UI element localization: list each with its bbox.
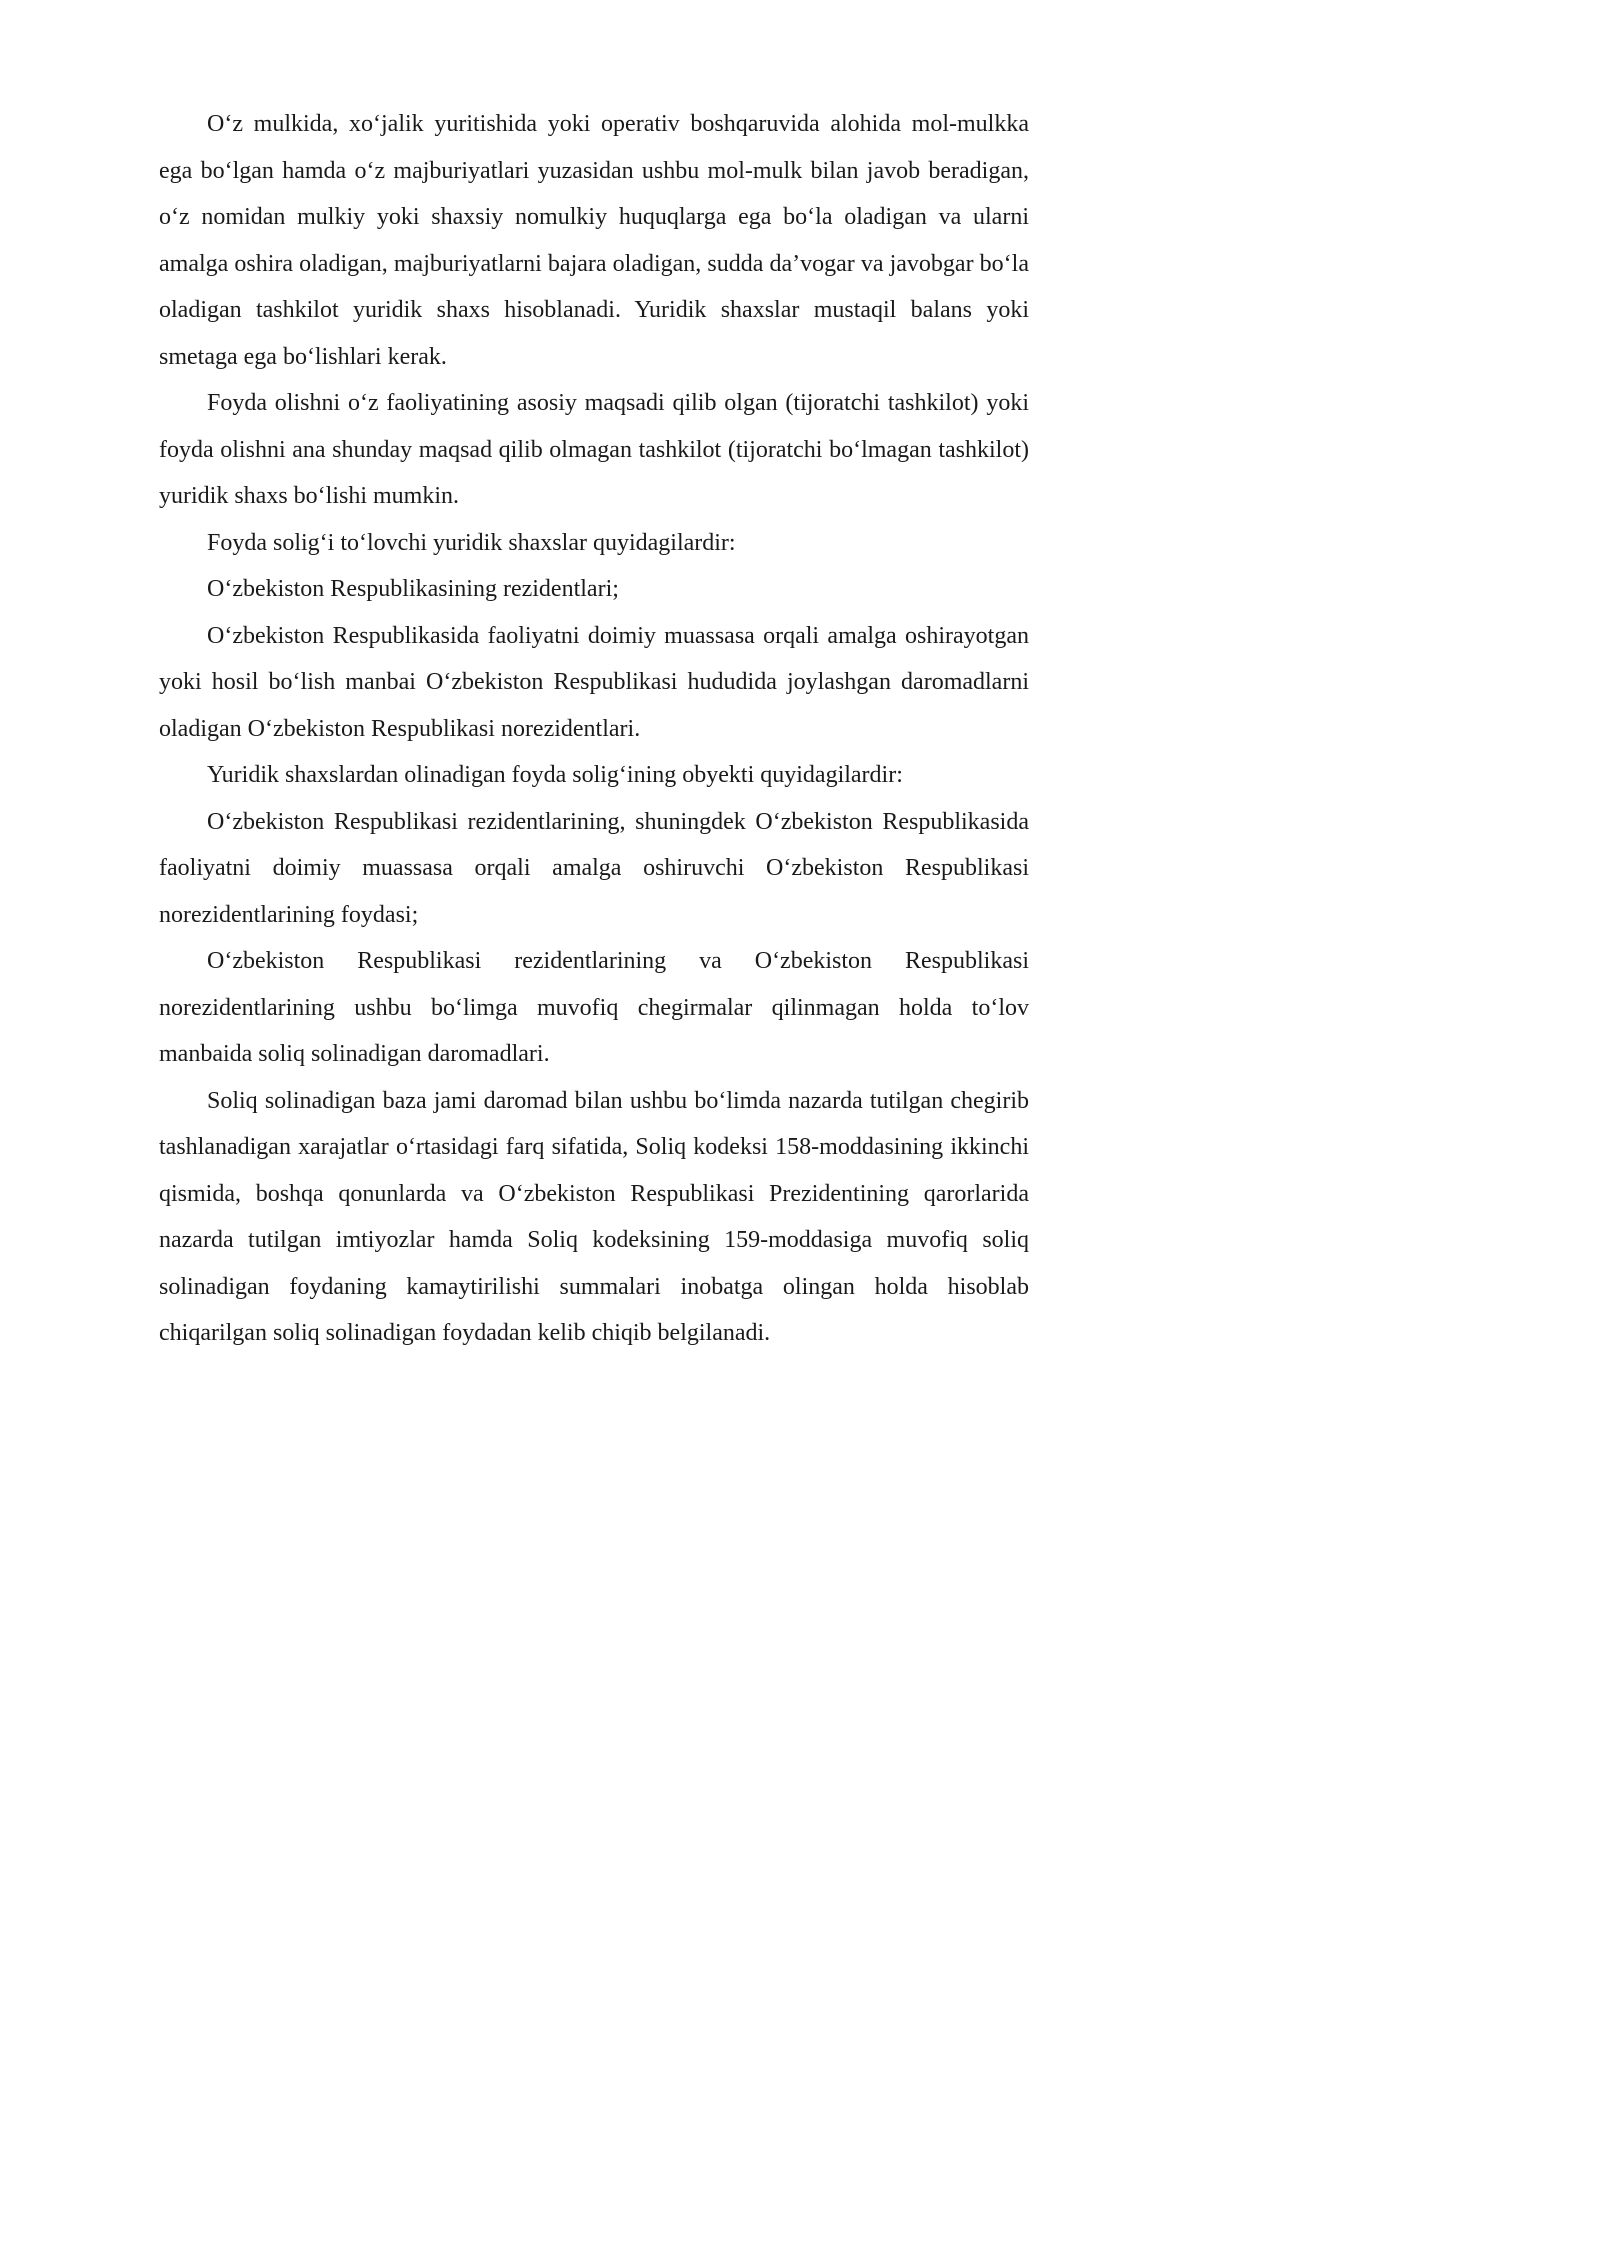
paragraph-tax-base: Soliq solinadigan baza jami daromad bilan ushbu bo‘limda nazarda tutilgan chegirib tashlanadigan xarajatlar o‘rtasidagi farq sifatida, Soliq kodeksi 158-moddasining ikkinchi qismida, boshqa qonunlarda va O‘zbekiston Respublikasi Prezidentining qarorlarida nazarda tutilgan imtiyozlar hamda Soliq kodeksining 159-moddasiga muvofiq soliq solinadigan foydaning kamaytirilishi summalari inobatga olingan holda hisoblab chiqarilgan soliq solinadigan foydadan kelib chiqib belgilanadi. <box>159 1087 1029 1346</box>
paragraph-commercial-noncommercial: Foyda olishni o‘z faoliyatining asosiy maqsadi qilib olgan (tijoratchi tashkilot) yoki foyda olishni ana shunday maqsad qilib olmagan tashkilot (tijoratchi bo‘lmagan tashkilot) yuridik shaxs bo‘lishi mumkin. <box>159 390 1029 509</box>
document-body <box>159 101 1029 1357</box>
paragraph-tax-object-profit: O‘zbekiston Respublikasi rezidentlarining, shuningdek O‘zbekiston Respublikasida faoliyatni doimiy muassasa orqali amalga oshiruvchi O‘zbekiston Respublikasi norezidentlarining foydasi; <box>159 808 1029 928</box>
paragraph-legal-entity-definition: O‘z mulkida, xo‘jalik yuritishida yoki operativ boshqaruvida alohida mol-mulkka ega bo‘lgan hamda o‘z majburiyatlari yuzasidan ushbu mol-mulk bilan javob beradigan, o‘z nomidan mulkiy yoki shaxsiy nomulkiy huquqlarga ega bo‘la oladigan va ularni amalga oshira oladigan, majburiyatlarni bajara oladigan, sudda da’vogar va javobgar bo‘la oladigan tashkilot yuridik shaxs hisoblanadi. Yuridik shaxslar mustaqil balans yoki smetaga ega bo‘lishlari kerak. <box>159 111 1029 370</box>
paragraph-taxpayers-intro: Foyda solig‘i to‘lovchi yuridik shaxslar quyidagilardir: <box>207 529 736 556</box>
paragraph-nonresidents: O‘zbekiston Respublikasida faoliyatni doimiy muassasa orqali amalga oshirayotgan yoki hosil bo‘lish manbai O‘zbekiston Respublikasi hududida joylashgan daromadlarni oladigan O‘zbekiston Respublikasi norezidentlari. <box>159 622 1029 742</box>
paragraph-residents: O‘zbekiston Respublikasining rezidentlari; <box>207 576 619 602</box>
paragraph-tax-object-income: O‘zbekiston Respublikasi rezidentlarining va O‘zbekiston Respublikasi norezidentlarining ushbu bo‘limga muvofiq chegirmalar qilinmagan holda to‘lov manbaida soliq solinadigan daromadlari. <box>159 948 1029 1067</box>
paragraph-tax-object-intro: Yuridik shaxslardan olinadigan foyda solig‘ining obyekti quyidagilardir: <box>207 762 903 788</box>
document-page <box>0 0 1110 1568</box>
